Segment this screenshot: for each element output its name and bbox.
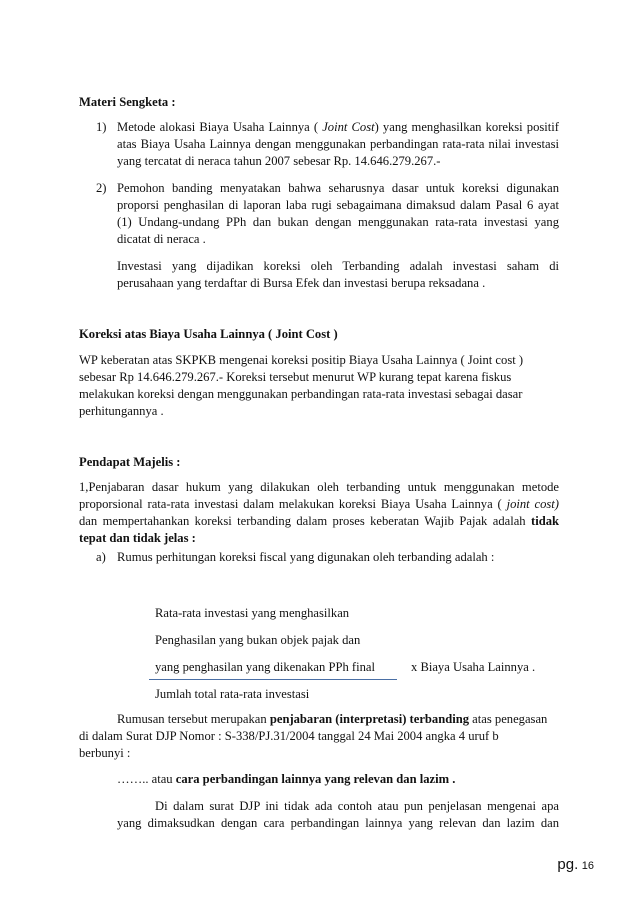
para3-line-2: yang dimaksudkan dengan cara perbandingan lainnya yang relevan dan lazim dan xyxy=(117,816,559,830)
item-2-line-3: (1) Undang-undang PPh dan bukan dengan menggunakan rata-rata investasi yang xyxy=(117,215,559,229)
koreksi-line-3: melakukan koreksi dengan menggunakan perbandingan rata-rata investasi sebagai dasar xyxy=(79,387,523,401)
section-heading-pendapat-majelis: Pendapat Majelis : xyxy=(79,455,181,469)
pendapat-para1-line-2: proporsional rata-rata investasi dalam melakukan koreksi Biaya Usaha Lainnya ( joint cost) xyxy=(79,497,559,511)
quote-line: …….. atau cara perbandingan lainnya yang relevan dan lazim . xyxy=(117,772,456,786)
formula-numerator-line-3: yang penghasilan yang dikenakan PPh final xyxy=(155,660,375,674)
item-1-line-2: atas Biaya Usaha Lainnya dengan menggunakan perbandingan rata-rata nilai investasi xyxy=(117,137,559,151)
pendapat-para1-line-1: 1,Penjabaran dasar hukum yang dilakukan oleh terbanding untuk menggunakan metode xyxy=(79,480,559,494)
fraction-bar xyxy=(149,679,397,680)
formula-numerator-line-1: Rata-rata investasi yang menghasilkan xyxy=(155,606,350,620)
item-2-line-2: proporsi penghasilan di laporan laba rugi sebagaimana dimaksud dalam Pasal 6 ayat xyxy=(117,198,559,212)
koreksi-line-4: perhitungannya . xyxy=(79,404,164,418)
para2-line-2: di dalam Surat DJP Nomor : S-338/PJ.31/2004 tanggal 24 Mai 2004 angka 4 uruf b xyxy=(79,729,499,743)
item-2-line-1: Pemohon banding menyatakan bahwa seharusnya dasar untuk koreksi digunakan xyxy=(117,181,559,195)
formula-numerator-line-2: Penghasilan yang bukan objek pajak dan xyxy=(155,633,361,647)
koreksi-line-1: WP keberatan atas SKPKB mengenai koreksi positip Biaya Usaha Lainnya ( Joint cost ) xyxy=(79,353,524,367)
item-1-line-3: yang tercatat di neraca tahun 2007 sebesar Rp. 14.646.279.267.- xyxy=(117,154,441,168)
item-2-followup-line-2: perusahaan yang terdaftar di Bursa Efek dan investasi berupa reksadana . xyxy=(117,276,486,290)
koreksi-line-2: sebesar Rp 14.646.279.267.- Koreksi tersebut menurut WP kurang tepat karena fiskus xyxy=(79,370,512,384)
pendapat-para1-line-3: dan mempertahankan koreksi terbanding dalam proses keberatan Wajib Pajak adalah tidak xyxy=(79,514,559,528)
item-2-followup-line-1: Investasi yang dijadikan koreksi oleh Terbanding adalah investasi saham di xyxy=(117,259,559,273)
para3-line-1: Di dalam surat DJP ini tidak ada contoh atau pun penjelasan mengenai apa xyxy=(155,799,559,813)
item-1-line-1: Metode alokasi Biaya Usaha Lainnya ( Joint Cost) yang menghasilkan koreksi positif xyxy=(117,120,559,134)
list-marker-2: 2) xyxy=(96,181,107,195)
section-heading-materi-sengketa: Materi Sengketa : xyxy=(79,95,176,109)
pendapat-para1-line-4: tepat dan tidak jelas : xyxy=(79,531,196,545)
section-heading-koreksi: Koreksi atas Biaya Usaha Lainnya ( Joint Cost ) xyxy=(79,327,338,341)
item-a-text: Rumus perhitungan koreksi fiscal yang digunakan oleh terbanding adalah : xyxy=(117,550,495,564)
page-number-value: 16 xyxy=(581,860,594,872)
page-number xyxy=(557,856,594,873)
para2-line-1: Rumusan tersebut merupakan penjabaran (interpretasi) terbanding atas penegasan xyxy=(117,712,548,726)
para2-line-3: berbunyi : xyxy=(79,746,131,760)
list-marker-1: 1) xyxy=(96,120,107,134)
list-marker-a: a) xyxy=(96,550,106,564)
formula-denominator: Jumlah total rata-rata investasi xyxy=(155,687,310,701)
formula-multiplier: x Biaya Usaha Lainnya . xyxy=(411,660,536,674)
page-number-prefix: pg. xyxy=(557,856,579,873)
item-2-line-4: dicatat di neraca . xyxy=(117,232,206,246)
